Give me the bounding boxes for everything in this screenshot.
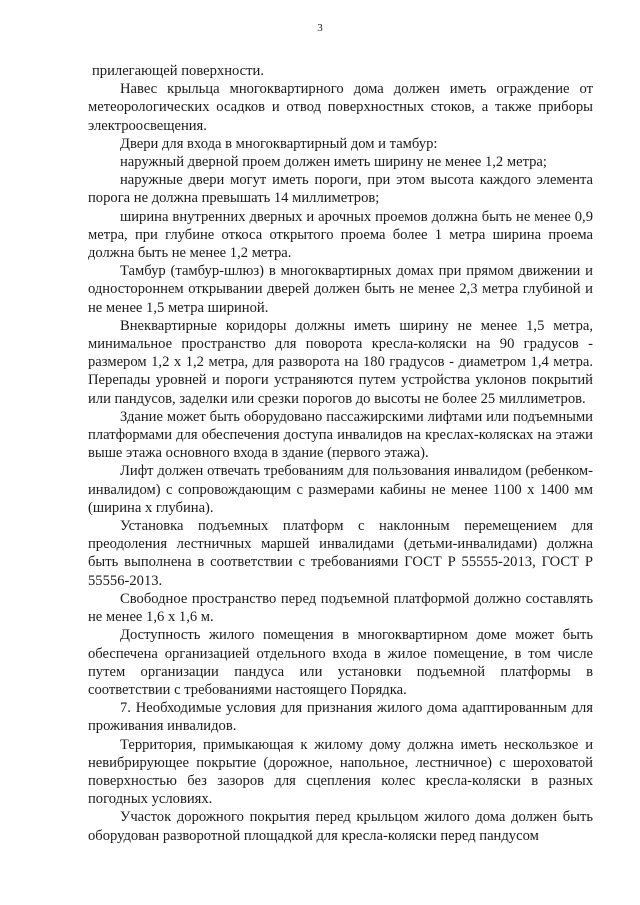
- paragraph: ширина внутренних дверных и арочных проемов должна быть не менее 0,9 метра, при глубине откоса открытого проема более 1 метра ширина проема должна быть не менее 1,2 метра.: [88, 208, 593, 262]
- paragraph: Внеквартирные коридоры должны иметь ширину не менее 1,5 метра, минимальное пространство для поворота кресла-коляски на 90 градусов - размером 1,2 х 1,2 метра, для разворота на 180 градусов - диаметром 1,4 метра. Перепады уровней и пороги устраняются путем устройства уклонов покрытий или пандусов, заделки или срезки порогов до высоты не более 25 миллиметров.: [88, 317, 593, 407]
- paragraph: Доступность жилого помещения в многоквартирном доме может быть обеспечена организацией отдельного входа в жилое помещение, в том числе путем организации пандуса или установки подъемной платформы в соответствии с требованиями настоящего Порядка.: [88, 627, 593, 698]
- paragraph: наружные двери могут иметь пороги, при этом высота каждого элемента порога не должна превышать 14 миллиметров;: [88, 172, 593, 207]
- paragraph: наружный дверной проем должен иметь ширину не менее 1,2 метра;: [120, 154, 547, 171]
- paragraph: прилегающей поверхности.: [92, 63, 264, 79]
- paragraph: Свободное пространство перед подъемной платформой должно составлять не менее 1,6 х 1,6 м.: [88, 590, 593, 626]
- paragraph: Двери для входа в многоквартирный дом и тамбур:: [120, 135, 438, 152]
- paragraph: Лифт должен отвечать требованиям для пользования инвалидом (ребенком-инвалидом) с сопровождающим с размерами кабины не менее 1100 х 1400 мм (ширина х глубина).: [88, 463, 593, 516]
- paragraph: Установка подъемных платформ с наклонным перемещением для преодоления лестничных маршей инвалидами (детьми-инвалидами) должна быть выполнена в соответствии с требованиями ГОСТ Р 55555-2013, ГОСТ Р 55556-2013.: [88, 518, 593, 589]
- page-number: 3: [317, 22, 323, 34]
- document-body: [88, 62, 593, 845]
- paragraph: Здание может быть оборудовано пассажирскими лифтами или подъемными платформами для обеспечения доступа инвалидов на креслах-колясках на этажи выше этажа основного входа в здание (первого этажа).: [88, 408, 593, 462]
- paragraph: Тамбур (тамбур-шлюз) в многоквартирных домах при прямом движении и одностороннем открывании дверей должен быть не менее 2,3 метра глубиной и не менее 1,5 метра шириной.: [88, 263, 593, 316]
- paragraph: Навес крыльца многоквартирного дома должен иметь ограждение от метеорологических осадков и отвод поверхностных стоков, а также приборы электроосвещения.: [88, 81, 593, 134]
- section-heading: 7. Необходимые условия для признания жилого дома адаптированным для проживания инвалидов.: [88, 700, 593, 735]
- paragraph: Территория, примыкающая к жилому дому должна иметь нескользкое и невибрирующее покрытие (дорожное, напольное, лестничное) с шероховатой поверхностью без зазоров для сцепления колес кресла-коляски в разных погодных условиях.: [88, 736, 593, 808]
- paragraph: Участок дорожного покрытия перед крыльцом жилого дома должен быть оборудован разворотной площадкой для кресла-коляски перед пандусом: [88, 809, 593, 844]
